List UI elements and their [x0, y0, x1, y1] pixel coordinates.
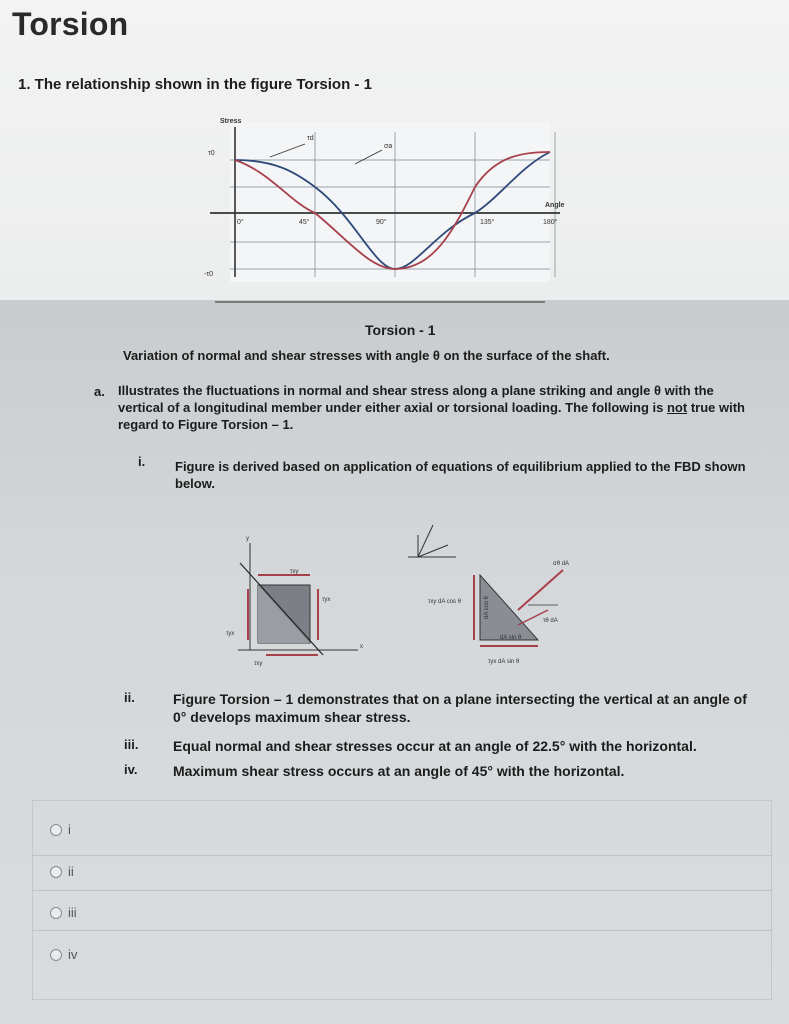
divider: [32, 855, 772, 856]
divider: [215, 301, 545, 303]
svg-text:dA cos θ: dA cos θ: [484, 595, 490, 619]
radio-button[interactable]: [50, 907, 62, 919]
option-ii[interactable]: ii: [50, 864, 74, 879]
radio-button[interactable]: [50, 824, 62, 836]
page-title: Torsion: [12, 6, 129, 42]
figure-caption-sub: Variation of normal and shear stresses with angle θ on the surface of the shaft.: [123, 348, 610, 363]
radio-button[interactable]: [50, 949, 62, 961]
stress-angle-figure: [200, 112, 580, 292]
svg-text:τxy: τxy: [290, 569, 299, 575]
tick-180: 180°: [543, 219, 558, 226]
svg-text:σθ dA: σθ dA: [553, 561, 570, 567]
part-a-label: a.: [94, 384, 105, 399]
svg-text:τxy: τxy: [254, 661, 263, 667]
item-iv-text: Maximum shear stress occurs at an angle of 45° with the horizontal.: [173, 763, 625, 779]
sigma-a-label: σa: [384, 143, 393, 150]
option-iii[interactable]: iii: [50, 905, 77, 920]
item-iii-text: Equal normal and shear stresses occur at an angle of 22.5° with the horizontal.: [173, 738, 697, 754]
item-iv-num: iv.: [124, 762, 138, 777]
tau0-label: τ0: [208, 150, 215, 157]
option-i[interactable]: i: [50, 822, 71, 837]
tick-135: 135°: [480, 219, 495, 226]
part-a-text: Illustrates the fluctuations in normal and shear stress along a plane striking and angle θ with the vertical of a longitudinal member under either axial or torsional loading. The following is not true with regard to Figure Torsion – 1.: [118, 383, 745, 432]
answer-frame: [32, 800, 772, 1000]
item-i-text: Figure is derived based on application of equations of equilibrium applied to the FBD shown below.: [175, 459, 746, 491]
svg-text:τyx dA sin θ: τyx dA sin θ: [488, 659, 520, 665]
divider: [32, 930, 772, 931]
item-ii-text: Figure Torsion – 1 demonstrates that on a plane intersecting the vertical at an angle of 0° develops maximum shear stress.: [173, 691, 747, 725]
x-axis: x: [360, 644, 363, 650]
neg-tau0-label: -τ0: [204, 271, 213, 278]
svg-text:τyx: τyx: [226, 631, 235, 637]
divider: [32, 890, 772, 891]
item-i-num: i.: [138, 454, 146, 469]
svg-text:τxy dA cos θ: τxy dA cos θ: [428, 599, 462, 605]
tick-45: 45°: [299, 219, 310, 226]
tick-90: 90°: [376, 219, 387, 226]
item-iii-num: iii.: [124, 737, 139, 752]
tick-0: 0°: [237, 219, 244, 226]
figure-caption-title: Torsion - 1: [365, 322, 436, 338]
angle-label: Angle: [545, 202, 565, 209]
option-iv[interactable]: iv: [50, 947, 77, 962]
not-emphasis: not: [666, 400, 688, 415]
fbd-figure: [218, 515, 598, 680]
radio-button[interactable]: [50, 866, 62, 878]
svg-text:τyx: τyx: [322, 597, 331, 603]
svg-text:dA sin θ: dA sin θ: [500, 635, 522, 641]
question-heading: 1. The relationship shown in the figure Torsion - 1: [18, 76, 372, 93]
y-axis: y: [246, 536, 249, 542]
y-axis-label: Stress: [220, 118, 242, 125]
tau-d-label: τd: [307, 135, 314, 142]
item-ii-num: ii.: [124, 690, 135, 705]
svg-text:τθ dA: τθ dA: [543, 618, 558, 624]
